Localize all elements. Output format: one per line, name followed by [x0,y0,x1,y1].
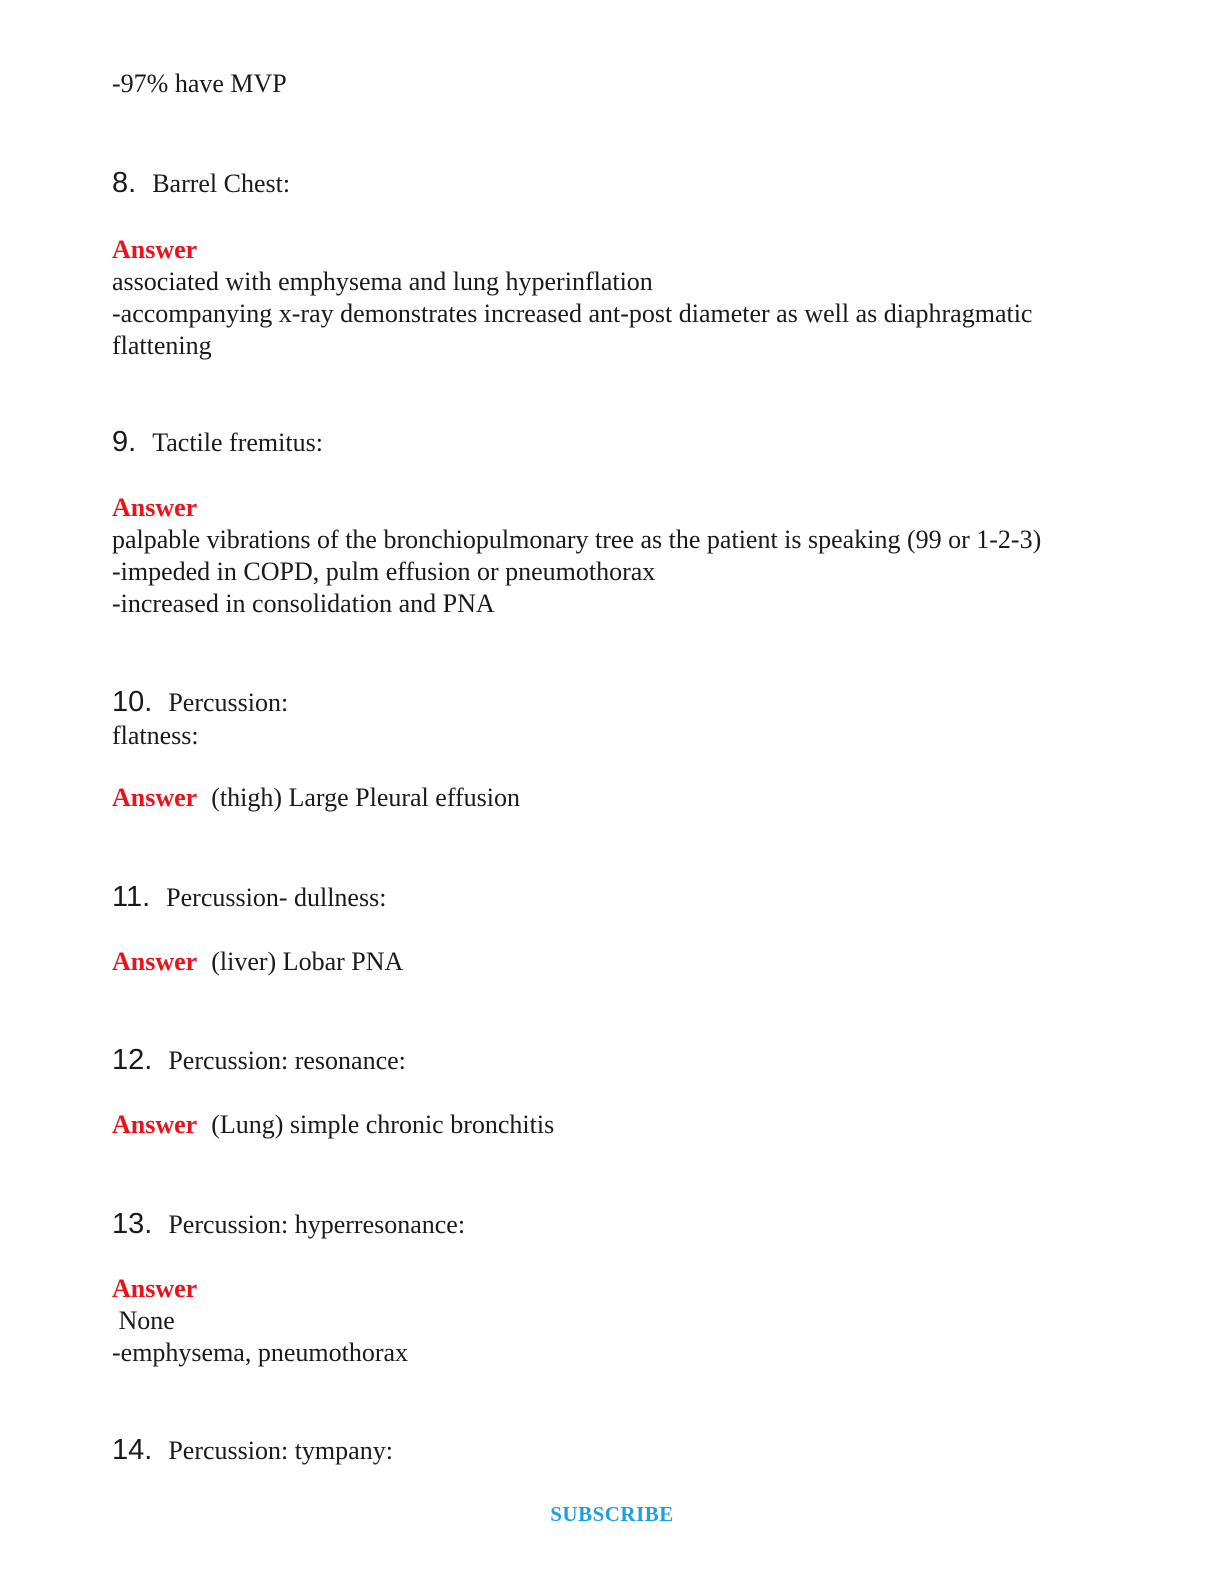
question-number: 10. [112,686,153,718]
question-13 [112,1207,1112,1242]
intro-line [112,68,1112,100]
question-title: Percussion: hyperresonance: [168,1210,466,1239]
question-title: Barrel Chest: [152,169,291,198]
answer-line: -accompanying x-ray demonstrates increased ant-post diameter as well as diaphragmatic [112,299,1033,328]
question-heading [112,1043,1112,1078]
answer-line: None [112,1306,175,1335]
answer-line: -emphysema, pneumothorax [112,1338,409,1367]
answer-line: -impeded in COPD, pulm effusion or pneumothorax [112,557,656,586]
question-title: Percussion: [168,688,289,717]
question-heading [112,425,1112,460]
question-11 [112,880,1112,915]
question-number: 13. [112,1208,153,1240]
answer-label: Answer [112,235,198,264]
question-subtitle: flatness: [112,721,199,750]
answer-line: associated with emphysema and lung hyperinflation [112,267,653,296]
question-heading [112,880,1112,915]
answer-label: Answer [112,1110,198,1139]
answer-label: Answer [112,493,198,522]
question-heading [112,1207,1112,1242]
subscribe-link[interactable]: SUBSCRIBE [550,1502,674,1526]
question-9 [112,425,1112,460]
answer-text: (Lung) simple chronic bronchitis [211,1110,555,1139]
answer-text: (thigh) Large Pleural effusion [211,783,521,812]
question-number: 14. [112,1434,153,1466]
question-number: 8. [112,167,137,199]
answer-block-9 [112,492,1112,620]
answer-line: -increased in consolidation and PNA [112,589,495,618]
question-title: Percussion: tympany: [168,1436,393,1465]
answer-text: (liver) Lobar PNA [211,947,404,976]
answer-line: palpable vibrations of the bronchiopulmonary tree as the patient is speaking (99 or 1-2-3) [112,525,1042,554]
answer-label: Answer [112,783,198,812]
question-title: Percussion- dullness: [166,883,387,912]
question-12 [112,1043,1112,1078]
answer-block-8 [112,234,1112,362]
answer-label: Answer [112,947,198,976]
question-title: Percussion: resonance: [168,1046,406,1075]
question-heading [112,166,1112,201]
answer-block-12 [112,1109,1112,1141]
question-heading [112,1433,1112,1468]
question-number: 12. [112,1044,153,1076]
question-number: 11. [112,881,151,913]
answer-label: Answer [112,1274,198,1303]
intro-text: -97% have MVP [112,69,287,98]
question-8 [112,166,1112,201]
question-heading [112,685,1112,720]
question-14 [112,1433,1112,1468]
answer-line: flattening [112,331,212,360]
question-number: 9. [112,426,137,458]
answer-block-10 [112,782,1112,814]
question-10 [112,685,1112,752]
question-title: Tactile fremitus: [152,428,323,457]
answer-block-11 [112,946,1112,978]
answer-block-13 [112,1273,1112,1369]
